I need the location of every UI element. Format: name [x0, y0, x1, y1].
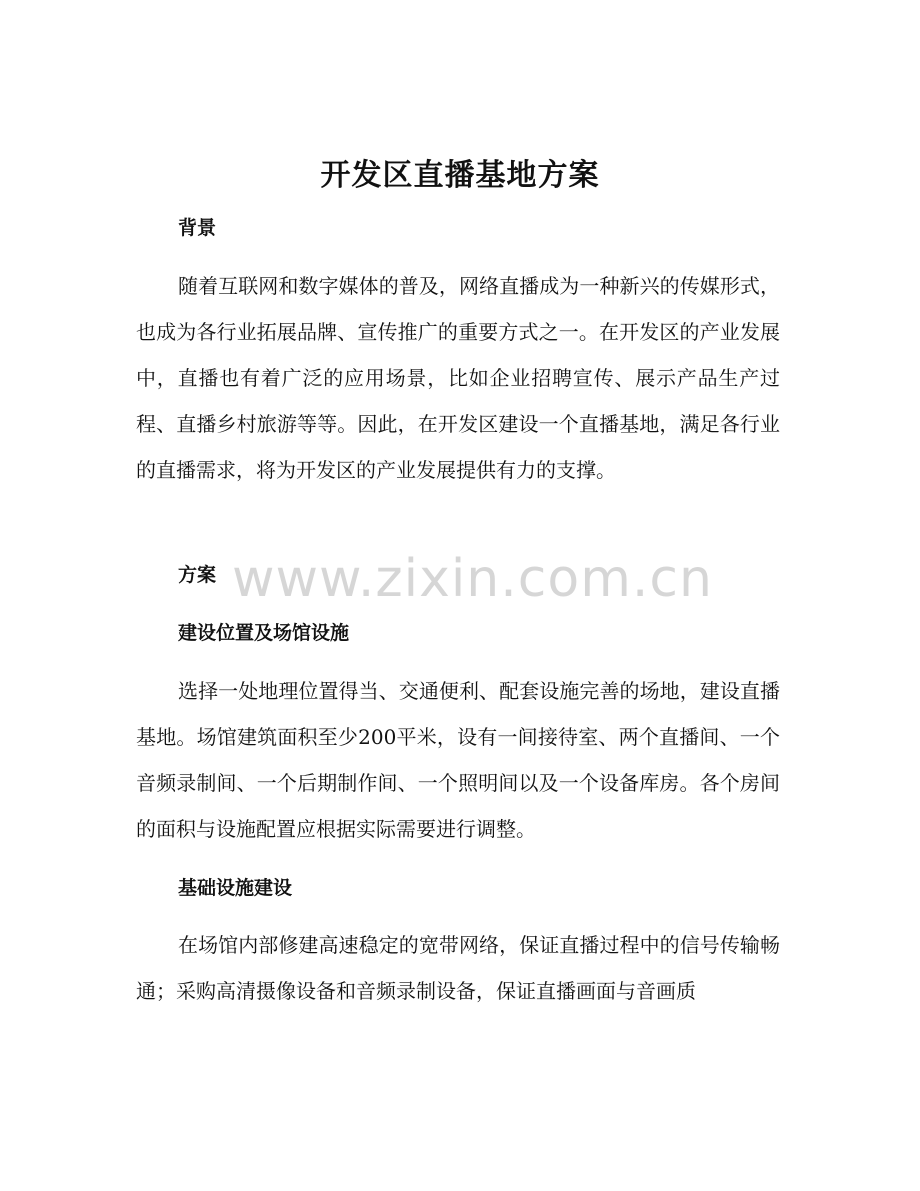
background-paragraph: 随着互联网和数字媒体的普及，网络直播成为一种新兴的传媒形式，也成为各行业拓展品牌、宣传推广的重要方式之一。在开发区的产业发展中，直播也有着广泛的应用场景，比如企业招聘宣传、展示产品生产过程、直播乡村旅游等等。因此，在开发区建设一个直播基地，满足各行业的直播需求，将为开发区的产业发展提供有力的支撑。 [136, 274, 780, 482]
watermark: www.zixin.com.cn [232, 549, 713, 609]
location-heading: 建设位置及场馆设施 [178, 622, 350, 644]
document-title: 开发区直播基地方案 [320, 158, 600, 193]
location-paragraph: 选择一处地理位置得当、交通便利、配套设施完善的场地，建设直播基地。场馆建筑面积至少200平米，设有一间接待室、两个直播间、一个音频录制间、一个后期制作间、一个照明间以及一个设备库房。各个房间的面积与设施配置应根据实际需要进行调整。 [136, 679, 780, 841]
plan-heading: 方案 [178, 564, 217, 586]
infrastructure-paragraph: 在场馆内部修建高速稳定的宽带网络，保证直播过程中的信号传输畅通；采购高清摄像设备和音频录制设备，保证直播画面与音画质 [136, 933, 780, 1003]
background-heading: 背景 [178, 217, 217, 239]
infrastructure-heading: 基础设施建设 [178, 877, 293, 899]
